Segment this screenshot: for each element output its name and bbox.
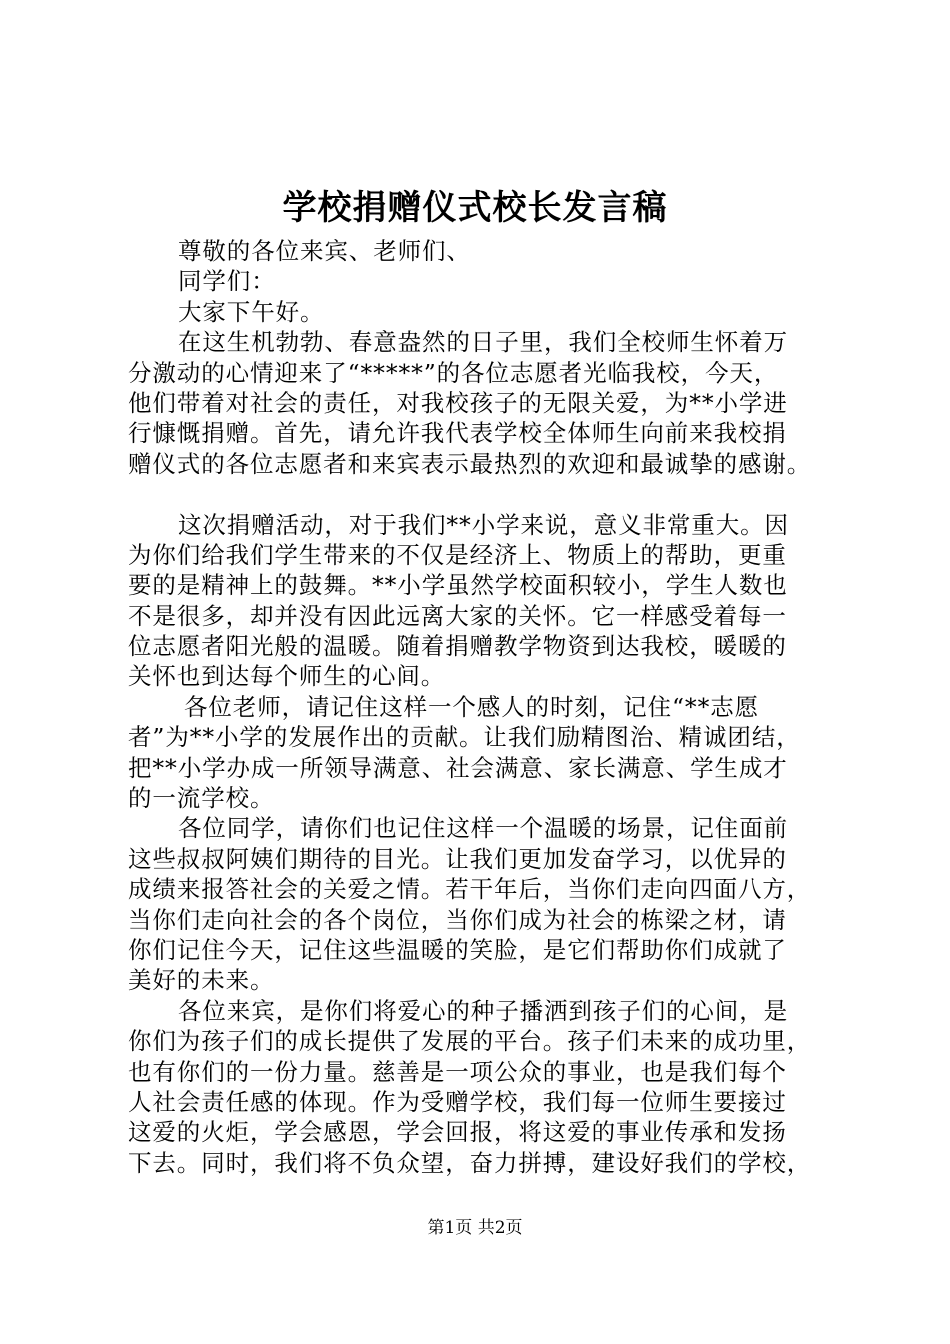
paragraph-gap xyxy=(128,479,840,509)
text-line: 他们带着对社会的责任，对我校孩子的无限关爱，为**小学进 xyxy=(128,388,788,417)
text-line: 大家下午好。 xyxy=(178,297,325,326)
text-line: 尊敬的各位来宾、老师们、 xyxy=(178,237,471,265)
text-line: 各位同学，请你们也记住这样一个温暖的场景，记住面前 xyxy=(178,814,788,843)
text-line: 也有你们的一份力量。慈善是一项公众的事业，也是我们每个 xyxy=(128,1057,787,1086)
text-line: 位志愿者阳光般的温暖。随着捐赠教学物资到达我校，暖暖的 xyxy=(128,632,787,661)
text-line: 这爱的火炬，学会感恩，学会回报，将这爱的事业传承和发扬 xyxy=(128,1118,787,1147)
text-line: 你们为孩子们的成长提供了发展的平台。孩子们未来的成功里， xyxy=(128,1027,812,1056)
text-line: 要的是精神上的鼓舞。**小学虽然学校面积较小，学生人数也 xyxy=(128,571,788,600)
text-line: 同学们： xyxy=(178,267,276,296)
text-line: 在这生机勃勃、春意盎然的日子里，我们全校师生怀着万 xyxy=(178,328,788,357)
text-line: 分激动的心情迎来了“*****”的各位志愿者光临我校，今天， xyxy=(128,358,779,387)
text-line: 人社会责任感的体现。作为受赠学校，我们每一位师生要接过 xyxy=(128,1087,787,1116)
text-line: 把**小学办成一所领导满意、社会满意、家长满意、学生成才 xyxy=(128,753,788,782)
text-line: 下去。同时，我们将不负众望，奋力拼搏，建设好我们的学校， xyxy=(128,1148,812,1177)
text-line: 为你们给我们学生带来的不仅是经济上、物质上的帮助，更重 xyxy=(128,540,787,569)
text-line: 当你们走向社会的各个岗位，当你们成为社会的栋梁之材，请 xyxy=(128,905,787,934)
text-line: 你们记住今天，记住这些温暖的笑脸，是它们帮助你们成就了 xyxy=(128,935,787,964)
text-line: 这些叔叔阿姨们期待的目光。让我们更加发奋学习，以优异的 xyxy=(128,844,787,873)
document-title: 学校捐赠仪式校长发言稿 xyxy=(282,188,668,228)
text-line: 成绩来报答社会的关爱之情。若干年后，当你们走向四面八方， xyxy=(128,875,812,904)
text-line: 行慷慨捐赠。首先，请允许我代表学校全体师生向前来我校捐 xyxy=(128,419,787,448)
text-line: 的一流学校。 xyxy=(128,784,275,813)
text-line: 美好的未来。 xyxy=(128,966,275,995)
text-line: 各位老师，请记住这样一个感人的时刻，记住“**志愿 xyxy=(184,692,760,721)
text-line: 各位来宾，是你们将爱心的种子播洒到孩子们的心间，是 xyxy=(178,996,788,1025)
text-line: 不是很多，却并没有因此远离大家的关怀。它一样感受着每一 xyxy=(128,601,787,630)
text-line: 这次捐赠活动，对于我们**小学来说，意义非常重大。因 xyxy=(178,510,789,539)
text-line: 赠仪式的各位志愿者和来宾表示最热烈的欢迎和最诚挚的感谢。 xyxy=(128,449,812,478)
page-number: 第1页 共2页 xyxy=(427,1218,523,1238)
text-line: 者”为**小学的发展作出的贡献。让我们励精图治、精诚团结， xyxy=(128,723,801,752)
text-line: 关怀也到达每个师生的心间。 xyxy=(128,662,446,691)
document-body xyxy=(128,236,840,1178)
